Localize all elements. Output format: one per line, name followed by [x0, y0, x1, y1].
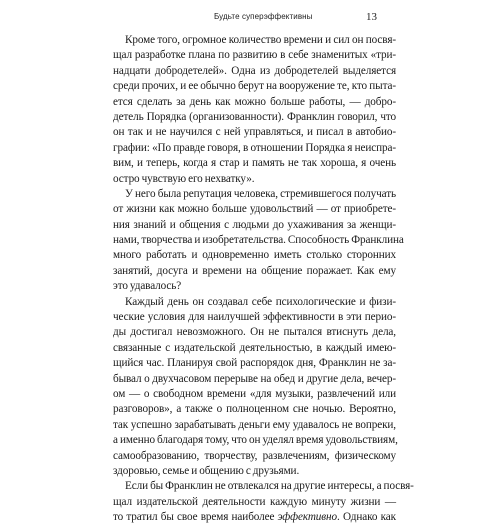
paragraph: [113, 295, 396, 480]
page-number: 13: [366, 11, 377, 23]
text-line: самообразованию, творчеству, развлечениям, физическому: [113, 449, 396, 462]
text-line: а именно благодаря тому, что он уделял время удовольствиям,: [113, 434, 398, 447]
text-line: так успешно зарабатывать деньги ему удавалось не вопреки,: [113, 418, 396, 431]
text-line: связанные с издательской деятельностью, в каждый имею-: [113, 341, 396, 354]
text-line: вим, и теперь, когда я стар и память не так хороша, я очень: [113, 157, 396, 170]
text-line: Кроме того, огромное количество времени и сил он посвя-: [125, 34, 396, 46]
text-line: он так и не научился с ней управляться, и писал в автобио-: [113, 126, 396, 139]
text-line: то тратил бы свое время наиболее эффективно. Однако как: [113, 511, 396, 524]
text-line: нами, творчества и изобретательства. Способность Франклина: [113, 234, 404, 247]
text-line: много работать и одновременно иметь столько сторонних: [113, 249, 396, 262]
text-line: ческие условия для наилучшей эффективности в эти перио-: [113, 311, 396, 324]
body-text: [113, 33, 414, 526]
running-head: [0, 12, 500, 26]
paragraph: [113, 479, 414, 525]
text-line: здоровью, семье и общению с друзьями.: [113, 464, 300, 477]
running-title: Будьте суперэффективны: [214, 12, 313, 21]
text-line: надцати добродетелей». Одна из добродетелей выделяется: [113, 64, 396, 77]
text-line: У него была репутация человека, стремившегося получать: [125, 187, 396, 200]
text-line: щал разработке плана по развитию в себе знаменитых «три-: [113, 49, 396, 62]
text-line: остро чувствую его нехватку».: [113, 172, 255, 185]
text-line: Если бы Франклин не отвлекался на другие интересы, а посвя-: [125, 480, 414, 493]
text-line: от жизни как можно больше удовольствий — от приобрете-: [113, 203, 396, 216]
text-line: Каждый день он создавал себе психологические и физи-: [125, 295, 396, 308]
text-line: детель Порядка (организованности). Франклин говорил, что: [113, 110, 396, 123]
text-line: бывал о двухчасовом перерыве на обед и другие дела, вечер-: [113, 372, 396, 385]
text-line: ом — о свободном времени «для музыки, развлечений или: [113, 387, 396, 400]
text-line: графии: «По правде говоря, в отношении Порядка я неиспра-: [113, 141, 396, 154]
text-line: это удавалось?: [113, 280, 182, 293]
text-line: щийся час. Планируя свой распорядок дня, Франклин не за-: [113, 357, 396, 370]
text-line: щал издательской деятельности каждую минуту жизни —: [113, 495, 396, 508]
text-line: ется сделать за день как можно больше работы, — добро-: [113, 95, 396, 108]
text-line: ды достигал невозможного. Он не пытался втиснуть дела,: [113, 326, 396, 339]
paragraph: [113, 33, 396, 187]
text-line: занятий, досуга и времени на общение поражает. Как ему: [113, 264, 396, 277]
text-line: разговоров», а также о полноценном сне ночью. Вероятно,: [113, 403, 396, 416]
paragraph: [113, 187, 404, 295]
text-line: ния знаний и общения с людьми до ухаживания за женщи-: [113, 218, 396, 231]
text-line: среди прочих, и ее обычно берут на вооружение те, кто пыта-: [113, 80, 396, 93]
